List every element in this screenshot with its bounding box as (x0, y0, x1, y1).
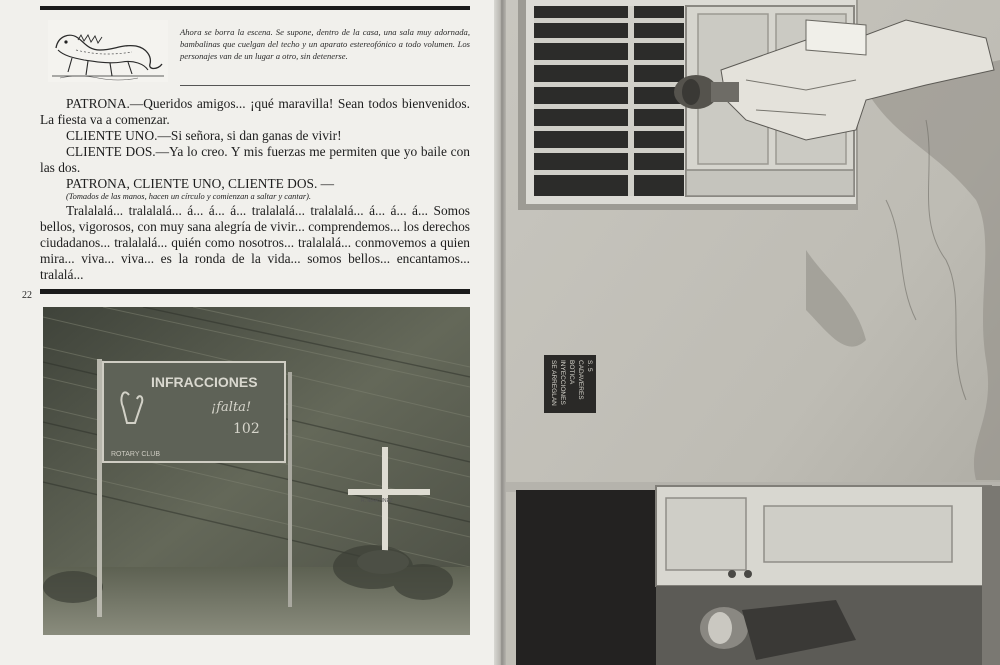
roadside-photo (43, 307, 470, 635)
dialogue-text (40, 96, 470, 283)
dialogue-line: Tralalalá... tralalalá... á... á... á... tralalalá... tralalalá... á... á... á... Somos bellos, vigorosos, con muy sana alegría de vivir... comprendemos... los derechos ciudadanos... tralalalá... quién como nosotros... tralalalá... conmovemos a quien mira... viva... viva... es la ronda de la vida... somos bellos... encantamos... tralalá... (40, 203, 470, 283)
dialogue-line: PATRONA.—Queridos amigos... ¡qué maravilla! Sean todos bienvenidos. La fiesta va a comenzar. (40, 96, 470, 127)
page-number: 22 (22, 290, 32, 301)
stage-direction: Ahora se borra la escena. Se supone, dentro de la casa, una sala muy adornada, bambalinas que cuelgan del techo y un aparato estereofónico a todo volumen. Los personajes van de un lugar a otro, sin detenerse. (180, 27, 470, 62)
plaque-line: CADAVERES (577, 360, 584, 400)
roadside-photo-image (43, 307, 470, 635)
dialogue-line: CLIENTE UNO.—Si señora, si dan ganas de vivir! (66, 127, 342, 143)
sign-title: INFRACCIONES (151, 374, 258, 390)
sign-footer: ROTARY CLUB (111, 451, 161, 458)
sign-number: 102 (233, 421, 260, 437)
dialogue-line: PATRONA, CLIENTE UNO, CLIENTE DOS. — (66, 175, 335, 191)
cross-text: R. MARTINEZ (361, 498, 393, 504)
sign-script: ¡falta! (211, 400, 252, 415)
doorway-photo (506, 0, 1000, 665)
plaque-line: INYECCIONES (559, 360, 566, 405)
dialogue-line: CLIENTE DOS.—Ya lo creo. Y mis fuerzas me permiten que yo baile con las dos. (40, 143, 470, 175)
lizard-illustration (48, 20, 168, 82)
plaque-line: SE ARREGLAN (550, 360, 557, 406)
stage-note: (Tomados de las manos, hacen un círculo y comienzan a saltar y cantar). (66, 192, 312, 202)
bottom-rule (40, 289, 470, 294)
right-page (506, 0, 1000, 665)
plaque-line: S. 5 (586, 360, 593, 372)
thin-rule (180, 85, 470, 86)
plaque-line: BOTICA (568, 360, 575, 385)
top-rule (40, 6, 470, 10)
